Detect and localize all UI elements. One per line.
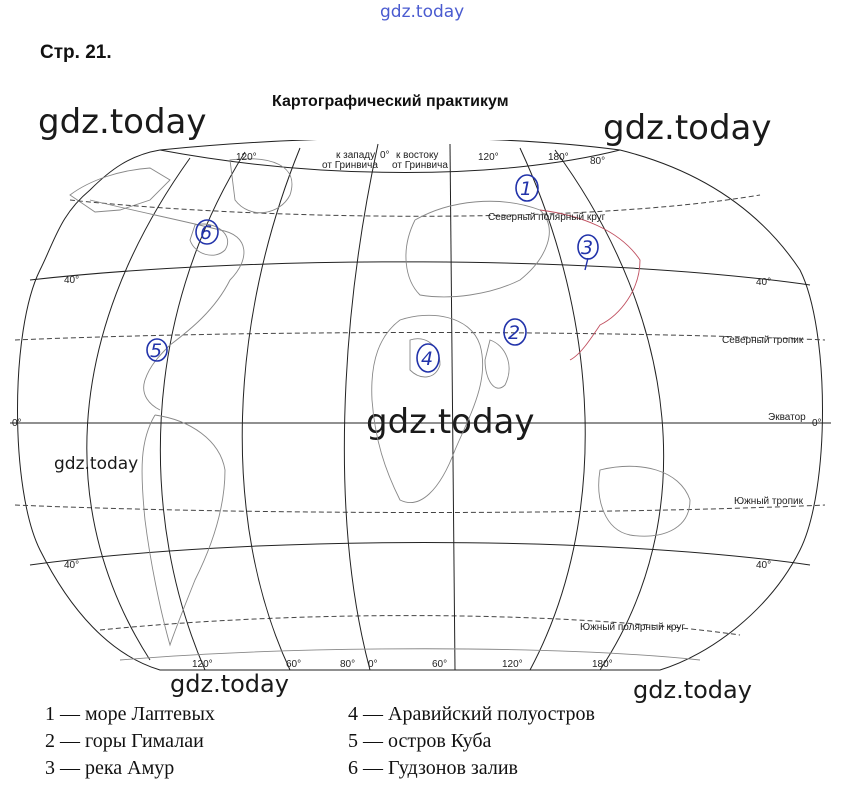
- legend-item-6: 6 — Гудзонов залив: [348, 757, 518, 779]
- map-title: Картографический практикум: [272, 93, 509, 110]
- meridian-label-top-3: 180°: [548, 152, 569, 163]
- svg-text:5: 5: [150, 340, 163, 362]
- svg-text:4: 4: [421, 348, 434, 370]
- meridian-label-bottom-3: 80°: [340, 659, 356, 670]
- prime-west-label: к западу: [336, 150, 376, 161]
- meridian-label-top-1: 120°: [236, 152, 257, 163]
- svg-text:6: 6: [200, 222, 213, 244]
- legend-item-1: 1 — море Лаптевых: [45, 703, 215, 725]
- meridian-label-bottom-5: 60°: [432, 659, 448, 670]
- watermark-bottom-left: gdz.today: [170, 670, 289, 698]
- watermark-top[interactable]: gdz.today: [380, 2, 465, 22]
- equator-label: Экватор: [768, 412, 806, 423]
- watermark-top-left: gdz.today: [38, 102, 207, 142]
- australia-coast: [599, 466, 690, 536]
- mark-laptev-sea: [516, 175, 538, 201]
- page-label: Стр. 21.: [40, 42, 112, 63]
- mark-arabian-peninsula: [417, 344, 439, 372]
- tropic-south-label: Южный тропик: [734, 496, 803, 507]
- watermark-top-right: gdz.today: [603, 108, 772, 148]
- prime-east-sub: от Гринвича: [392, 160, 448, 171]
- lat-0-right: 0°: [812, 418, 822, 429]
- arctic-circle-label: Северный полярный круг: [488, 212, 606, 223]
- prime-east-label: к востоку: [396, 150, 439, 161]
- meridian-label-top-4: 80°: [590, 156, 606, 167]
- antarctic-circle-label: Южный полярный круг: [580, 622, 685, 633]
- lat-40s-right: 40°: [756, 560, 772, 571]
- meridian-label-bottom-4: 0°: [368, 659, 378, 670]
- mark-hudson-bay: [196, 220, 218, 244]
- meridian-60e: [520, 148, 585, 670]
- prime-zero-label: 0°: [380, 150, 390, 161]
- world-map: [0, 140, 841, 680]
- meridian-140w: [87, 158, 190, 660]
- legend-item-3: 3 — река Амур: [45, 757, 175, 779]
- tropic-south-line: [15, 505, 825, 513]
- lat-0-left: 0°: [12, 418, 22, 429]
- mark-amur-river: [578, 235, 598, 270]
- meridian-120e: [555, 150, 664, 670]
- meridian-label-bottom-6: 120°: [502, 659, 523, 670]
- greenland-coast: [230, 159, 292, 213]
- india-coast: [485, 340, 509, 388]
- lat-40n-left: 40°: [64, 275, 80, 286]
- meridian-60w: [242, 148, 300, 670]
- meridian-label-bottom-7: 180°: [592, 659, 613, 670]
- alaska-coast: [70, 168, 170, 212]
- svg-text:3: 3: [581, 237, 594, 259]
- north-america-coast: [90, 200, 244, 410]
- mark-himalayas: [504, 319, 526, 345]
- legend-item-2: 2 — горы Гималаи: [45, 730, 204, 752]
- meridian-label-top-2: 120°: [478, 152, 499, 163]
- svg-text:2: 2: [508, 322, 521, 344]
- svg-text:1: 1: [520, 178, 533, 200]
- watermark-left: gdz.today: [54, 454, 139, 474]
- parallel-40s: [30, 543, 810, 566]
- parallel-40n: [30, 262, 810, 285]
- tropic-north-label: Северный тропик: [722, 335, 804, 346]
- arctic-circle-line: [70, 195, 760, 216]
- asia-east-coast: [540, 210, 640, 360]
- lat-40n-right: 40°: [756, 277, 772, 288]
- legend-item-5: 5 — остров Куба: [348, 730, 492, 752]
- map-frame: [18, 140, 823, 670]
- prime-west-sub: от Гринвича: [322, 160, 378, 171]
- meridian-label-bottom-2: 60°: [286, 659, 302, 670]
- watermark-bottom-right: gdz.today: [633, 676, 752, 704]
- lat-40s-left: 40°: [64, 560, 80, 571]
- meridian-label-bottom-1: 120°: [192, 659, 213, 670]
- watermark-center: gdz.today: [366, 402, 535, 442]
- legend-item-4: 4 — Аравийский полуостров: [348, 703, 595, 725]
- meridian-0: [450, 144, 455, 670]
